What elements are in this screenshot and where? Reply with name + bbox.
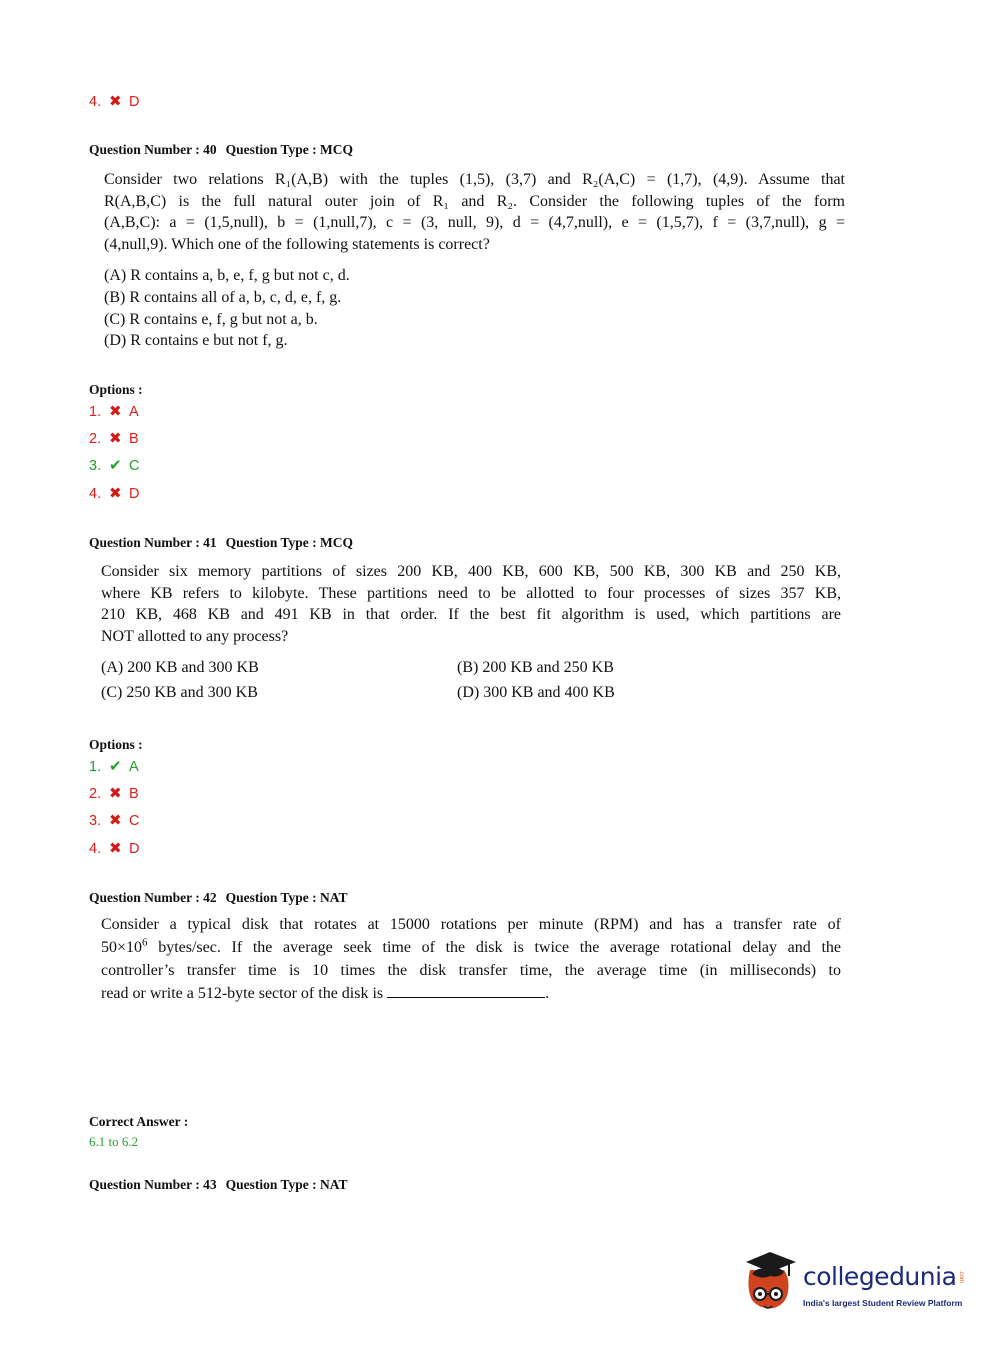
- exponent: 6: [142, 936, 148, 949]
- option-number: 3.: [89, 813, 102, 829]
- answer-blank: [387, 983, 545, 998]
- option-row: [89, 457, 139, 475]
- option-number: 1.: [89, 404, 102, 420]
- brand-name: collegedunia: [803, 1262, 957, 1291]
- stem-line: R(A,B,C) is the full natural outer join of R₁ and R₂. Consider the following tuples of the form: [104, 192, 845, 210]
- question-type: Question Type : NAT: [225, 890, 348, 905]
- check-icon: ✔: [109, 457, 122, 474]
- option-letter: B: [129, 431, 139, 447]
- option-number: 1.: [89, 759, 102, 775]
- option-number: 2.: [89, 786, 102, 802]
- stem-line: NOT allotted to any process?: [101, 627, 289, 645]
- choice-b: (B) R contains all of a, b, c, d, e, f, g.: [104, 289, 342, 306]
- option-row: [89, 785, 139, 803]
- question-type: Question Type : NAT: [225, 1177, 348, 1192]
- option-letter: A: [129, 759, 139, 775]
- option-number: 4.: [89, 94, 102, 110]
- choice-b: (B) 200 KB and 250 KB: [457, 659, 614, 676]
- cross-icon: ✖: [109, 485, 122, 502]
- choice-d: (D) 300 KB and 400 KB: [457, 684, 615, 701]
- brand-suffix: .com: [958, 1270, 964, 1284]
- choice-c: (C) 250 KB and 300 KB: [101, 684, 258, 701]
- correct-answer-value: 6.1 to 6.2: [89, 1134, 139, 1149]
- options-label: Options :: [89, 737, 143, 752]
- option-letter: D: [129, 94, 140, 110]
- cross-icon: ✖: [109, 785, 122, 802]
- question-header-43: [89, 1177, 348, 1193]
- choice-a: (A) 200 KB and 300 KB: [101, 659, 259, 676]
- option-row: [89, 840, 139, 858]
- choice-c: (C) R contains e, f, g but not a, b.: [104, 311, 318, 328]
- correct-answer-label: Correct Answer :: [89, 1114, 189, 1129]
- option-row: [89, 485, 139, 503]
- stem-line: [101, 982, 841, 1005]
- option-letter: D: [129, 841, 140, 857]
- cross-icon: ✖: [109, 812, 122, 829]
- option-row: [89, 403, 139, 421]
- stem-line: (A,B,C): a = (1,5,null), b = (1,null,7), c = (3, null, 9), d = (4,7,null), e = (1,5,7), f = (3,7,null), g =: [104, 214, 845, 231]
- stem-line: controller’s transfer time is 10 times the disk transfer time, the average time (in milliseconds) to: [101, 962, 841, 979]
- cross-icon: ✖: [109, 93, 122, 110]
- option-letter: B: [129, 786, 139, 802]
- question-header-40: [89, 142, 353, 158]
- question-type: Question Type : MCQ: [225, 535, 354, 550]
- stem-text: 50×10: [101, 939, 143, 956]
- stem-text: read or write a 512-byte sector of the disk is: [101, 985, 388, 1002]
- question-header-41: [89, 535, 353, 551]
- option-number: 4.: [89, 486, 102, 502]
- brand-tagline: India's largest Student Review Platform: [803, 1298, 963, 1308]
- cross-icon: ✖: [109, 840, 122, 857]
- stem-line: (4,null,9). Which one of the following statements is correct?: [104, 235, 490, 253]
- question-number: Question Number : 43: [89, 1177, 217, 1192]
- stem-line: Consider a typical disk that rotates at 15000 rotations per minute (RPM) and has a transfer rate of: [101, 916, 841, 933]
- question-header-42: [89, 890, 348, 906]
- stem-line: Consider six memory partitions of sizes 200 KB, 400 KB, 600 KB, 500 KB, 300 KB and 250 KB,: [101, 563, 841, 580]
- question-stem-41: [101, 561, 841, 647]
- choice-d: (D) R contains e but not f, g.: [104, 332, 288, 349]
- option-letter: A: [129, 404, 139, 420]
- stem-line: where KB refers to kilobyte. These partitions need to be allotted to four processes of sizes 357 KB,: [101, 584, 841, 602]
- stem-text: .: [545, 985, 550, 1002]
- question-stem-40: [104, 169, 845, 255]
- option-letter: C: [129, 458, 140, 474]
- option-number: 4.: [89, 841, 102, 857]
- options-label: Options :: [89, 382, 143, 397]
- cross-icon: ✖: [109, 430, 122, 447]
- stem-line: [101, 936, 841, 959]
- stem-line: 210 KB, 468 KB and 491 KB in that order. If the best fit algorithm is used, which partitions are: [101, 606, 841, 623]
- stem-text: bytes/sec. If the average seek time of the disk is twice the average rotational delay and the: [147, 939, 841, 956]
- option-row: [89, 93, 139, 111]
- question-number: Question Number : 41: [89, 535, 217, 550]
- stem-line: Consider two relations R₁(A,B) with the tuples (1,5), (3,7) and R₂(A,C) = (1,7), (4,9). Assume that: [104, 171, 845, 188]
- question-type: Question Type : MCQ: [225, 142, 354, 157]
- choice-a: (A) R contains a, b, e, f, g but not c, d.: [104, 267, 350, 284]
- question-number: Question Number : 42: [89, 890, 217, 905]
- option-row: [89, 430, 139, 448]
- option-number: 3.: [89, 458, 102, 474]
- question-stem-42: [101, 913, 841, 1005]
- cross-icon: ✖: [109, 403, 122, 420]
- option-number: 2.: [89, 431, 102, 447]
- check-icon: ✔: [109, 758, 122, 775]
- option-letter: C: [129, 813, 140, 829]
- option-letter: D: [129, 486, 140, 502]
- option-row: [89, 812, 139, 830]
- question-number: Question Number : 40: [89, 142, 217, 157]
- option-row: [89, 758, 139, 776]
